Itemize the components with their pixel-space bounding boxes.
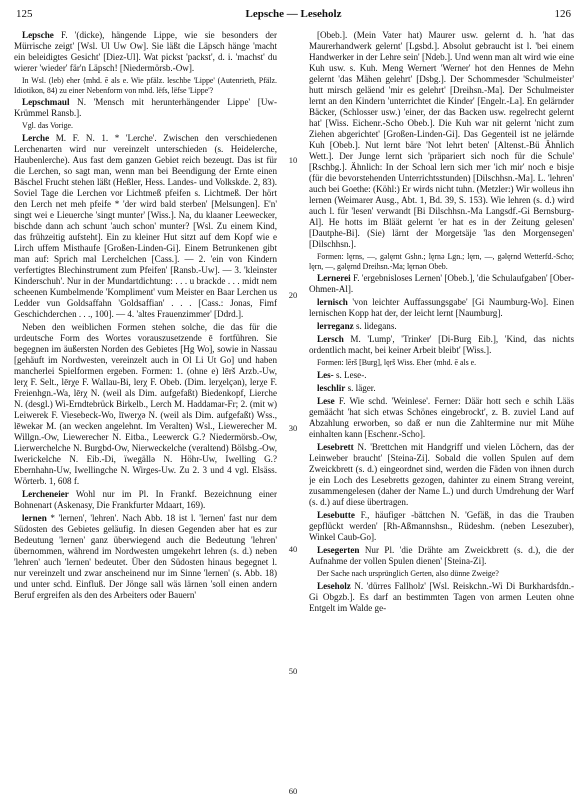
entry-text: s. Lese-. (335, 369, 367, 380)
entry-text: Neben den weiblichen Formen stehen solche, die das für die urdeutsche Form des Wortes vorauszusetzende ē fortführen. Sie begegnen im äußersten Norden des Gebietes [Hg Wo], sowie in Nassau [gehäuft im Nordwesten, vereinzelt auch in Ol Li Ut Go] und haben mancherlei Spielformen ergeben. Formen: 1. (ohne e) lērš Arzb.-Uw, lerχ F. Selt., lērχe F. Wallau-Bi, lerχ F. Obeb. (Dim. lerχelçən), lerχe F. Freienhgn.-Wa, lērχ N. (weil als Dim. aufgefaßt) Biedenkopf, Lierche N. (desgl.) Wi-Erndtebrück Birkelb., Lerch M. Haddamar-Fr; 2. (mit w) Leiwerek F. Viesebeck-Wo, līwerχə N. (weil als Dim. aufgefaßt) Wss., lēwekər M. (an wecken angelehnt. Im Veralten) Wsl., Liewerecher M. Willgn.-Ow, Liewerecher N. Eitba., Leewerck G.? Niedermörsb.-Ow, Lierwerchelche N. Burgbd-Ow, Nierweckelche (veraltend) Bölsbg.-Ow, Iwerickelche N. Eib.-Di, ïwegällə N. Höhr-Uw, Iwelling G.? Ebernhahn-Uw, Iwellingche N. Wirges-Uw. Zu 2. 3 und 4 vgl. Elsäss. Wörterb. 1, 608 f. (14, 321, 277, 486)
dictionary-entry (309, 396, 574, 440)
entry-text: In Wsl. (leb) eher ⟨mhd. ē als e. Wie pfälz. leschbe 'Lippe' (Autenrieth, Pfälz. Idiotikon, 84) zu einer Nebenform von mhd. lëfs, lëfse 'Lippe'? (14, 76, 277, 95)
entry-text: F. '(dicke), hängende Lippe, wie sie besonders der Mürrische zeigt' [Wsl. Ul Uw Ow]. Sie läßt die Läpsch hänge 'macht ein beleidigtes Gesicht' [Diez-Ul]. Wat pickst 'packst', d. i. 'machst' du wierer 'wieder' fär'n Läpsch! [Niedermörsb.-Ow]. (14, 30, 277, 73)
entry-headword: lernen (22, 512, 47, 523)
note-paragraph (14, 121, 277, 131)
entry-headword: Lesebutte (317, 509, 355, 520)
right-column (309, 30, 574, 790)
dictionary-entry (309, 273, 574, 295)
dictionary-entry (309, 545, 574, 567)
line-number: 10 (288, 155, 298, 165)
left-column (14, 30, 277, 790)
entry-headword: Lercheneier (22, 488, 69, 499)
entry-text: [Obeb.]. (Mein Vater hat) Maurer usw. gelernt d. h. 'hat das Maurerhandwerk gelernt' [Lgsbd.]. Absolut gebraucht ist l. 'bei einem Handwerker in der Lehre sein' [Ndeb.]. Und wenn man alt wird wie eine Kuh usw. s. Kuh. Meng Wernert 'Werner' hot den Hennes de Mehn gelernt 'das Mähen gelehrt' [Dsbg.]. Der Schommesder 'Schulmeister' hutt mirsch geläend 'mir es gelehrt' [Dreihsn.-Ma]. Der Schulmeister lernt an den Kindern 'unterrichtet die Kinder' [Engelr.-La]. En gelärnder Bäcker, (Schlosser usw.) 'einer, der das Backen usw. regelrecht gelernt hat' [Wiss. Eichenr.-Scho Obeb.]. Die Kuh war nit gelernt 'nicht zum Ziehen abgerichtet' [Großen-Linden-Gi]. Das Gegenteil ist ne jelärnde Kuh [Obeb.]. Nut lernt bäre 'Not lehrt beten' [Altenst.-Bü Ähnlich Wett.]. Der Junge lernt sich 'präpariert sich noch für die Schule' [Rschbg.]. Ähnlich: In der Schoal lern sich mer 'ich mir' noch e bisje (für die bevorstehenden Unterrichtsstunden) [Dilschhsn.-Ma]. L. 'lehren' auch bei Goethe: (Köhl:) Er wirds nicht tuhn. (Metzler:) Wir wolleus ihn lernen (Weimarer Ausg., Abt. 1, Bd. 39, S. 153). Wie lehren (s. d.) wird auch l. für 'lesen' verwandt [Bi Dilschhsn.-Ma Langsdf.-Gi Bernsburg-Al]. He hotts im Bläät gelernt 'er hat es in der Zeitung gelesen' [Dautphe-Bi]. (Sie) lärnt der Morgetsäje 'las den Morgensegen' [Dilschhsn.]. (309, 30, 574, 249)
page-number-right: 126 (554, 8, 571, 20)
dictionary-entry (309, 334, 574, 356)
dictionary-entry (14, 322, 277, 487)
entry-text: M. 'Lump', 'Trinker' [Di-Burg Eib.], 'Kind, das nichts ordentlich macht, bei keiner Arbeit bleibt' [Wiss.]. (309, 334, 574, 356)
entry-headword: Les- (317, 369, 334, 380)
line-number: 50 (288, 666, 298, 676)
entry-text: Nur Pl. 'die Drähte am Zweickbrett (s. d.), die der Aufnahme der vollen Spulen dienen' [Steina-Zi]. (309, 544, 574, 566)
entry-text: Wohl nur im Pl. In Frankf. Bezeichnung einer Bohnenart (Askenasy, Die Frankfurter Mdaart, 169). (14, 488, 277, 510)
entry-headword: Lesegerten (317, 544, 360, 555)
dictionary-entry (14, 133, 277, 320)
entry-headword: Lepsche (22, 30, 54, 40)
line-number: 60 (288, 786, 298, 796)
entry-text: Formen: lērš [Burg], lęrš Wiss. Eher ⟨mhd. ē als e. (317, 358, 477, 368)
dictionary-entry (309, 321, 574, 332)
line-number: 30 (288, 423, 298, 433)
entry-headword: Lersch (317, 334, 344, 345)
note-paragraph (309, 358, 574, 368)
entry-text: M. F. N. 1. * 'Lerche'. Zwischen den verschiedenen Lerchenarten wird nur vereinzelt unterschieden (s. Heidelerche, Haubenlerche). Aus fast dem ganzen Gebiet reich bezeugt. Das ist für die Lerchen, so sagt man, wenn man bei Beendigung der Ernte einen Bäschel Frucht stehen läßt (Heßler, Hess. Landes- und Volkskde. 2, 83). Soviel Tage die Lerchen vor Lichtmeß pfeifen s. Lichtmeß. Der hört den Lerch net meh pfeife * 'der wird bald sterben' [Melsungen]. E'n' singt wei e Lieuerche 'singt munter' [Wiss.]. Na, du klaaner Leewecker, bischde dann ach schunt 'auch schon' munter? [Wsl. Zu einem Kind, das frühzeitig aufsteht]. Ein zu kleiner Hut sitzt auf dem Kopf wie e Lirch uffem Misthaufe [Großen-Linden-Gi]. Einem Betrunkenen gibt man auf: Sprich mal Lerchelchen [Cass.]. — 2. 'ein von Kindern verfertigtes Blechinstrument zum Pfeifen' [Ransb.-Uw]. — 3. 'kleinster Kinderschuh'. Nur in der Mundartdichtung: . . . u brackde . . . midt nem scheenen Kumbelmende 'Kompliment' vum Meister en Baar Lerchen us Ledder vun Goldsaffahn 'Goldsaffian' . . . [Cass.: Jonas, Fimf Geschichderchen . . ., 100]. — 4. 'altes Frauenzimmer' [Ddrd.]. (14, 132, 277, 319)
entry-headword: leschlir (317, 382, 346, 393)
dictionary-entry (309, 442, 574, 508)
entry-headword: Leseholz (317, 580, 351, 591)
dictionary-entry (309, 383, 574, 394)
entry-headword: Lernerei (317, 273, 351, 284)
entry-text: * 'lernen', 'lehren'. Nach Abb. 18 ist l. 'lernen' fast nur dem Südosten des Gebietes geläufig. In diesen Gegenden aber hat es zur Bedeutung 'lernen' ganz überwiegend auch die Bedeutung 'lehren' übernommen, während im Nordwesten umgekehrt lehren (s. d.) neben 'lehren' auch 'lernen' bedeutet. Über den Südosten hinaus begegnet l. nur vereinzelt und zwar anscheinend nur im Sinne 'lernen' (s. Abb. 18) und unter schd. Einfluß. Der Jönge sall wäs lärnen 'soll einen andern Beruf ergreifen als den des Arbeiters oder Bauern' (14, 512, 277, 600)
entry-text: N. 'Mensch mit herunterhängender Lippe' [Uw-Krümmel Ransb.]. (14, 97, 277, 119)
dictionary-entry (309, 297, 574, 319)
page-number-left: 125 (16, 8, 33, 20)
entry-text: 'von leichter Auffassungsgabe' [Gi Naumburg-Wo]. Einen lernischen Kopp hat der, der leicht lernt [Naumburg]. (309, 297, 574, 319)
running-title: Lepsche — Leseholz (245, 8, 342, 20)
entry-text: N. 'Brettchen mit Handgriff und vielen Löchern, das der Leinweber braucht' [Steina-Zi]. Sobald die vollen Spulen auf dem Zweickbrett (s. d.) eingeordnet sind, werden die Fäden von ihnen durch je ein Loch des Lesebretts gezogen, dahinter zu einem Strang vereint, zusammengelesen (daher der Name L.) und durch Umdrehung der Warf (s. d.) auf diese übertragen. (309, 441, 574, 507)
entry-text: Vgl. das Vorige. (22, 121, 73, 131)
entry-text: Formen: lęrns, —, gəlęrnt Gshn.; lęrnə Lgn.; lęrn, —, gəlęrnd Wetterfd.-Scho; lęrn, —, gəlęrnd Dreihsn.-Ma; lęrnən Obeb. (309, 252, 574, 271)
dictionary-entry (309, 370, 574, 381)
entry-text: F. Wie schd. 'Weinlese'. Ferner: Däär hott sech e schih Lääs gemäächt 'hat sich etwas Schönes eingebrockt', z. B. zuviel Land auf Abzahlung erworben, so daß er nun die Zahltermine nur mit Mühe einhalten kann [Eschenr.-Scho]. (309, 395, 574, 439)
dictionary-entry (309, 510, 574, 543)
entry-text: F. 'ergebnisloses Lernen' [Obeb.], 'die Schulaufgaben' [Ober-Ohmen-Al]. (309, 273, 574, 295)
entry-headword: Lese (317, 395, 335, 406)
entry-headword: lernisch (317, 297, 348, 308)
dictionary-entry (309, 30, 574, 250)
entry-headword: lerreganz (317, 321, 354, 332)
line-number: 40 (288, 544, 298, 554)
entry-headword: Lerche (22, 132, 50, 143)
entry-text: F., häufiger -bättchen N. 'Gefäß, in das die Trauben gepflückt werden' [Rh-Aßmannshsn., Rüdeshm. (neben Lesezuber), Winkel Caub-Go]. (309, 509, 574, 542)
note-paragraph (14, 76, 277, 95)
note-paragraph (309, 569, 574, 579)
line-number: 20 (288, 290, 298, 300)
entry-text: s. lidegans. (355, 321, 397, 332)
page-header (16, 8, 571, 24)
entry-headword: Lesebrett (317, 441, 354, 452)
entry-text: Der Sache nach ursprünglich Gerten, also dünne Zweige? (317, 568, 499, 578)
dictionary-entry (309, 581, 574, 614)
entry-text: s. läger. (347, 382, 376, 393)
note-paragraph (309, 252, 574, 271)
dictionary-entry (14, 97, 277, 119)
dictionary-entry (14, 489, 277, 511)
entry-headword: Lepschmaul (22, 97, 70, 108)
dictionary-entry (14, 513, 277, 601)
dictionary-entry (14, 30, 277, 74)
entry-text: N. 'dürres Fallholz' [Wsl. Reiskchn.-Wi Di Burkhardsfdn.-Gi Obgzb.]. Es darf an bestimmten Tagen von armen Leuten ohne Entgelt im Walde ge- (309, 580, 574, 613)
